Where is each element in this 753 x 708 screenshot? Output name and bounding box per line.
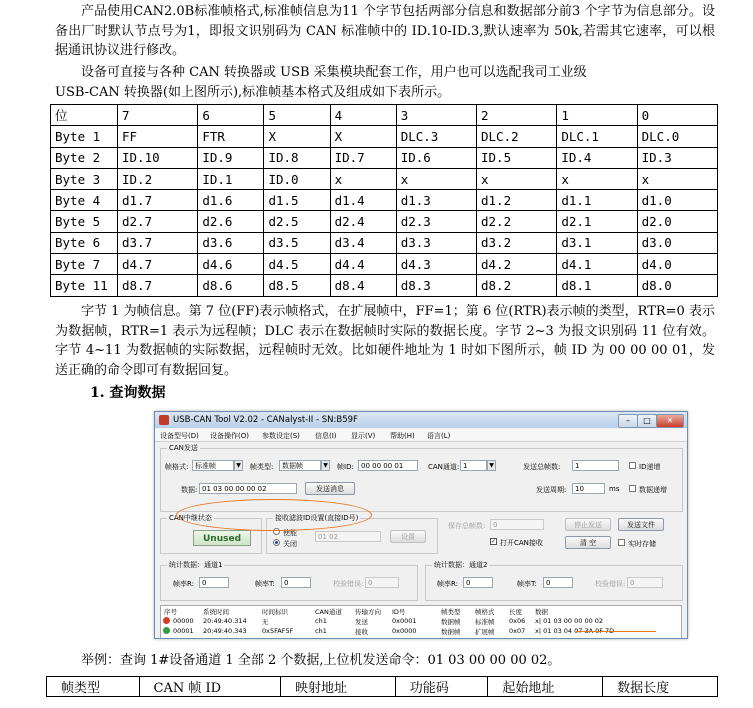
table-header-cell: 数据长度 [603,677,718,697]
send-file-button[interactable]: 发送文件 [618,518,664,531]
table-cell: ID.7 [330,147,396,168]
id-increment-label: ID递增 [639,463,661,471]
ch2-error-value: 0 [627,577,663,588]
log-row2-direction: 接收 [355,628,368,636]
chevron-down-icon[interactable]: ▼ [234,460,243,471]
intro-paragraph: 产品使用CAN2.0B标准帧格式,标准帧信息为11 个字节包括两部分信息和数据部分前3 个字节为信息部分。设备出厂时默认节点号为1，即报文识别码为 CAN 标准帧中的 ID.10-ID.3,默认速率为 50k,若需其它速率，可以根据通讯协议进行修改。 [55,4,715,58]
table-cell: 2 [477,105,557,126]
message-log[interactable] [160,605,682,639]
log-row1-frame-type: 数据帧 [441,618,461,626]
status-led-icon [163,627,170,634]
receive-filter-group-title: 接收滤波ID设置(直接ID号) [275,514,359,522]
table-cell: x [396,168,476,189]
ch1-tx-value: 0 [281,577,311,588]
can-channel-label: CAN通道: [428,463,460,471]
ch2-tx-value: 0 [543,577,573,588]
converter-paragraph [55,63,715,102]
table-cell: DLC.3 [396,126,476,147]
stop-send-button[interactable]: 停止发送 [565,518,611,531]
close-button[interactable]: ✕ [656,414,684,428]
table-cell: d3.4 [330,232,396,253]
frame-format-table [50,104,718,297]
menu-parameter-settings[interactable]: 参数设定(S) [262,432,300,440]
table-cell: d8.4 [330,275,396,296]
table-cell: 位 [51,105,118,126]
table-cell: d2.7 [118,211,198,232]
table-cell: ID.4 [557,147,637,168]
table-row [51,211,718,232]
table-cell: ID.1 [198,168,264,189]
table-row [51,254,718,275]
total-send-input[interactable]: 1 [572,460,619,471]
table-row [51,232,718,253]
table-cell: 1 [557,105,637,126]
frame-format-select[interactable]: 标准帧 [192,460,234,471]
byte-description-paragraph: 字节 1 为帧信息。第 7 位(FF)表示帧格式，在扩展帧中，FF=1；第 6 位(RTR)表示帧的类型，RTR=0 表示为数据帧，RTR=1 表示为远程帧；DLC 表示在数据帧时实际的数据长度。字节 2~3 为报文识别码 11 位有效。字节 4~11 为数据帧的实际数据，远程帧时无效。比如硬件地址为 1 时如下图所示，帧 ID 为 00 00 00 01，发送正确的命令即可有数据回复。 [55,304,715,378]
example-paragraph: 举例：查询 1#设备通道 1 全部 2 个数据,上位机发送命令：01 03 00 00 00 02。 [81,653,561,668]
app-icon [159,415,169,425]
table-cell: Byte 3 [51,168,118,189]
send-message-button[interactable]: 发送消息 [305,482,355,495]
log-row1-index: 00000 [173,617,194,625]
table-row [51,168,718,189]
table-row [51,147,718,168]
table-cell: DLC.2 [477,126,557,147]
send-period-label: 发送周期: [536,486,567,494]
filter-id-input[interactable]: 01 02 [315,531,381,542]
log-row2-frame-type: 数据帧 [441,628,461,636]
table-cell: x [557,168,637,189]
log-row2-frame-format: 扩展帧 [475,628,495,636]
table-cell: FTR [198,126,264,147]
send-period-unit: ms [609,485,620,493]
frame-id-label: 帧ID: [337,463,354,471]
status-led-icon [163,617,170,624]
highlight-underline [576,631,656,632]
table-cell: ID.5 [477,147,557,168]
table-cell: d8.1 [557,275,637,296]
chevron-down-icon[interactable]: ▼ [487,460,496,471]
table-cell: ID.3 [637,147,717,168]
table-cell: d2.0 [637,211,717,232]
table-cell: Byte 7 [51,254,118,275]
table-cell: Byte 1 [51,126,118,147]
table-cell: ID.8 [264,147,330,168]
title-bar [155,412,687,428]
command-table [46,676,718,697]
table-cell: d8.7 [118,275,198,296]
table-cell: Byte 11 [51,275,118,296]
log-header-data: 数据 [535,608,548,616]
table-cell: d2.2 [477,211,557,232]
table-cell: Byte 2 [51,147,118,168]
log-row1-system-time: 20:49:40.314 [203,617,247,625]
menu-info[interactable]: 信息(I) [315,432,337,440]
table-cell: d1.1 [557,190,637,211]
table-cell: 0 [637,105,717,126]
ch1-error-label: 校验错误: [333,580,364,588]
menu-language[interactable]: 语言(L) [427,432,451,440]
table-cell: x [637,168,717,189]
log-row1-length: 0x06 [509,617,526,625]
table-cell: d8.6 [198,275,264,296]
send-period-input[interactable]: 10 [572,483,605,494]
realtime-save-label: 实时存储 [628,540,656,548]
table-row [51,126,718,147]
filter-set-button[interactable]: 设置 [390,530,426,543]
table-header-cell: CAN 帧 ID [139,677,280,697]
open-can-receive-checkbox[interactable]: ✓ [491,538,497,545]
table-cell: d2.1 [557,211,637,232]
log-header-direction: 传输方向 [355,608,381,616]
log-header-channel: CAN通道 [315,608,342,616]
table-header-row [47,677,718,697]
ch1-rx-value: 0 [199,577,229,588]
log-row2-data: x| 01 03 04 07 3A 0F 7D [535,627,615,635]
id-increment-checkbox[interactable] [629,462,636,469]
table-cell: d1.3 [396,190,476,211]
menu-help[interactable]: 帮助(H) [390,432,415,440]
table-header-cell: 帧类型 [47,677,140,697]
log-row2-timestamp: 0x5FAF5F [262,627,294,635]
saved-frames-input: 0 [490,519,544,530]
frame-type-select[interactable]: 数据帧 [279,460,321,471]
table-cell: d8.2 [477,275,557,296]
log-header-timestamp: 时间标识 [262,608,288,616]
log-row2-channel: ch1 [315,627,327,635]
table-cell: d3.2 [477,232,557,253]
log-row2-id: 0x0000 [392,627,417,635]
table-cell: 3 [396,105,476,126]
table-cell: d3.6 [198,232,264,253]
saved-frames-label: 保存总帧数: [448,522,486,530]
table-cell: d3.3 [396,232,476,253]
table-cell: d2.5 [264,211,330,232]
ch2-rx-value: 0 [463,577,493,588]
log-header-system-time: 系统时间 [203,608,229,616]
table-cell: FF [118,126,198,147]
ch1-tx-label: 帧率T: [255,580,275,588]
table-cell: d3.5 [264,232,330,253]
table-cell: 5 [264,105,330,126]
log-row2-system-time: 20:49:40.343 [203,627,247,635]
log-header-id: ID号 [392,608,406,616]
log-header-length: 长度 [509,608,522,616]
table-cell: d3.1 [557,232,637,253]
table-cell: d1.2 [477,190,557,211]
table-cell: Byte 6 [51,232,118,253]
table-cell: x [330,168,396,189]
table-cell: x [477,168,557,189]
filter-enable-label: 使能 [283,529,297,537]
highlight-ellipse [176,499,372,531]
log-row2-length: 0x07 [509,627,526,635]
table-cell: DLC.0 [637,126,717,147]
usb-can-tool-screenshot [148,405,712,642]
table-cell: d4.4 [330,254,396,275]
table-cell: d2.3 [396,211,476,232]
stats-channel1-title: 统计数据：通道1 [169,561,223,569]
data-increment-checkbox[interactable] [629,485,636,492]
log-row1-frame-format: 标准帧 [475,618,495,626]
filter-close-radio[interactable] [273,539,280,546]
log-row1-direction: 发送 [355,618,368,626]
table-cell: ID.2 [118,168,198,189]
table-header-row [51,105,718,126]
table-cell: 7 [118,105,198,126]
table-cell: d4.0 [637,254,717,275]
table-cell: Byte 4 [51,190,118,211]
table-cell: d8.5 [264,275,330,296]
converter-paragraph-line1: 设备可直接与各种 CAN 转换器或 USB 采集模块配套工作，用户也可以选配我司工业级 [81,65,587,80]
minimize-button[interactable]: – [618,414,638,428]
log-row1-channel: ch1 [315,617,327,625]
table-cell: d4.1 [557,254,637,275]
table-cell: d1.6 [198,190,264,211]
ch2-rx-label: 帧率R: [437,580,459,588]
log-header-frame-type: 帧类型 [441,608,461,616]
menu-bar [155,429,687,442]
log-row2-index: 00001 [173,627,194,635]
can-channel-select[interactable]: 1 [460,460,487,471]
log-row1-id: 0x0001 [392,617,417,625]
table-cell: ID.0 [264,168,330,189]
table-cell: d3.7 [118,232,198,253]
table-header-cell: 起始地址 [488,677,603,697]
table-header-cell: 映射地址 [280,677,395,697]
maximize-button[interactable]: □ [637,414,657,428]
clear-button[interactable]: 清 空 [565,536,611,549]
chevron-down-icon[interactable]: ▼ [321,460,330,471]
table-cell: d8.0 [637,275,717,296]
table-cell: d1.4 [330,190,396,211]
filter-close-label: 关闭 [283,540,297,548]
data-label: 数据: [181,486,198,494]
table-cell: 4 [330,105,396,126]
log-header-frame-format: 帧格式 [475,608,495,616]
ch1-rx-label: 帧率R: [173,580,195,588]
can-relay-group-title: CAN中继状态 [169,514,212,522]
stats-channel2-title: 统计数据：通道2 [434,561,488,569]
menu-device-model[interactable]: 设备型号(D) [160,432,199,440]
table-header-cell: 功能码 [395,677,488,697]
menu-device-operation[interactable]: 设备操作(O) [210,432,249,440]
table-cell: d4.5 [264,254,330,275]
data-input[interactable]: 01 03 00 00 00 02 [199,483,297,494]
table-cell: 6 [198,105,264,126]
section-heading: 1. 查询数据 [90,385,166,401]
log-row1-data: x| 01 03 00 00 00 02 [535,617,604,625]
log-header-index: 序号 [164,608,177,616]
table-cell: d2.4 [330,211,396,232]
ch1-error-value: 0 [365,577,399,588]
frame-type-label: 帧类型: [250,463,274,471]
converter-paragraph-line2: USB-CAN 转换器(如上图所示),标准帧基本格式及组成如下表所示。 [55,84,451,100]
ch2-error-label: 校验错误: [595,580,626,588]
open-can-receive-label: 打开CAN接收 [500,539,543,547]
table-cell: d4.2 [477,254,557,275]
table-cell: d1.5 [264,190,330,211]
ch2-tx-label: 帧率T: [517,580,537,588]
table-cell: d3.0 [637,232,717,253]
data-increment-label: 数据递增 [639,486,667,494]
table-cell: d8.3 [396,275,476,296]
menu-display[interactable]: 显示(V) [351,432,376,440]
relay-status-badge: Unused [193,530,251,546]
table-row [51,190,718,211]
table-cell: d1.7 [118,190,198,211]
table-cell: d2.6 [198,211,264,232]
table-cell: d4.6 [198,254,264,275]
window-title: USB-CAN Tool V2.02 - CANalyst-II - SN:B59F [173,415,358,425]
table-cell: d1.0 [637,190,717,211]
frame-id-input[interactable]: 00 00 00 01 [358,460,418,471]
table-cell: Byte 5 [51,211,118,232]
total-send-label: 发送总帧数: [523,463,561,471]
table-cell: d4.3 [396,254,476,275]
table-row [51,275,718,296]
table-cell: ID.9 [198,147,264,168]
can-send-group-title: CAN发送 [169,444,198,452]
table-cell: X [264,126,330,147]
log-row1-timestamp: 无 [262,618,269,626]
table-cell: ID.10 [118,147,198,168]
app-window [154,411,688,639]
table-cell: DLC.1 [557,126,637,147]
table-cell: d4.7 [118,254,198,275]
table-cell: ID.6 [396,147,476,168]
table-cell: X [330,126,396,147]
realtime-save-checkbox[interactable] [618,539,625,546]
frame-format-label: 帧格式: [165,463,189,471]
